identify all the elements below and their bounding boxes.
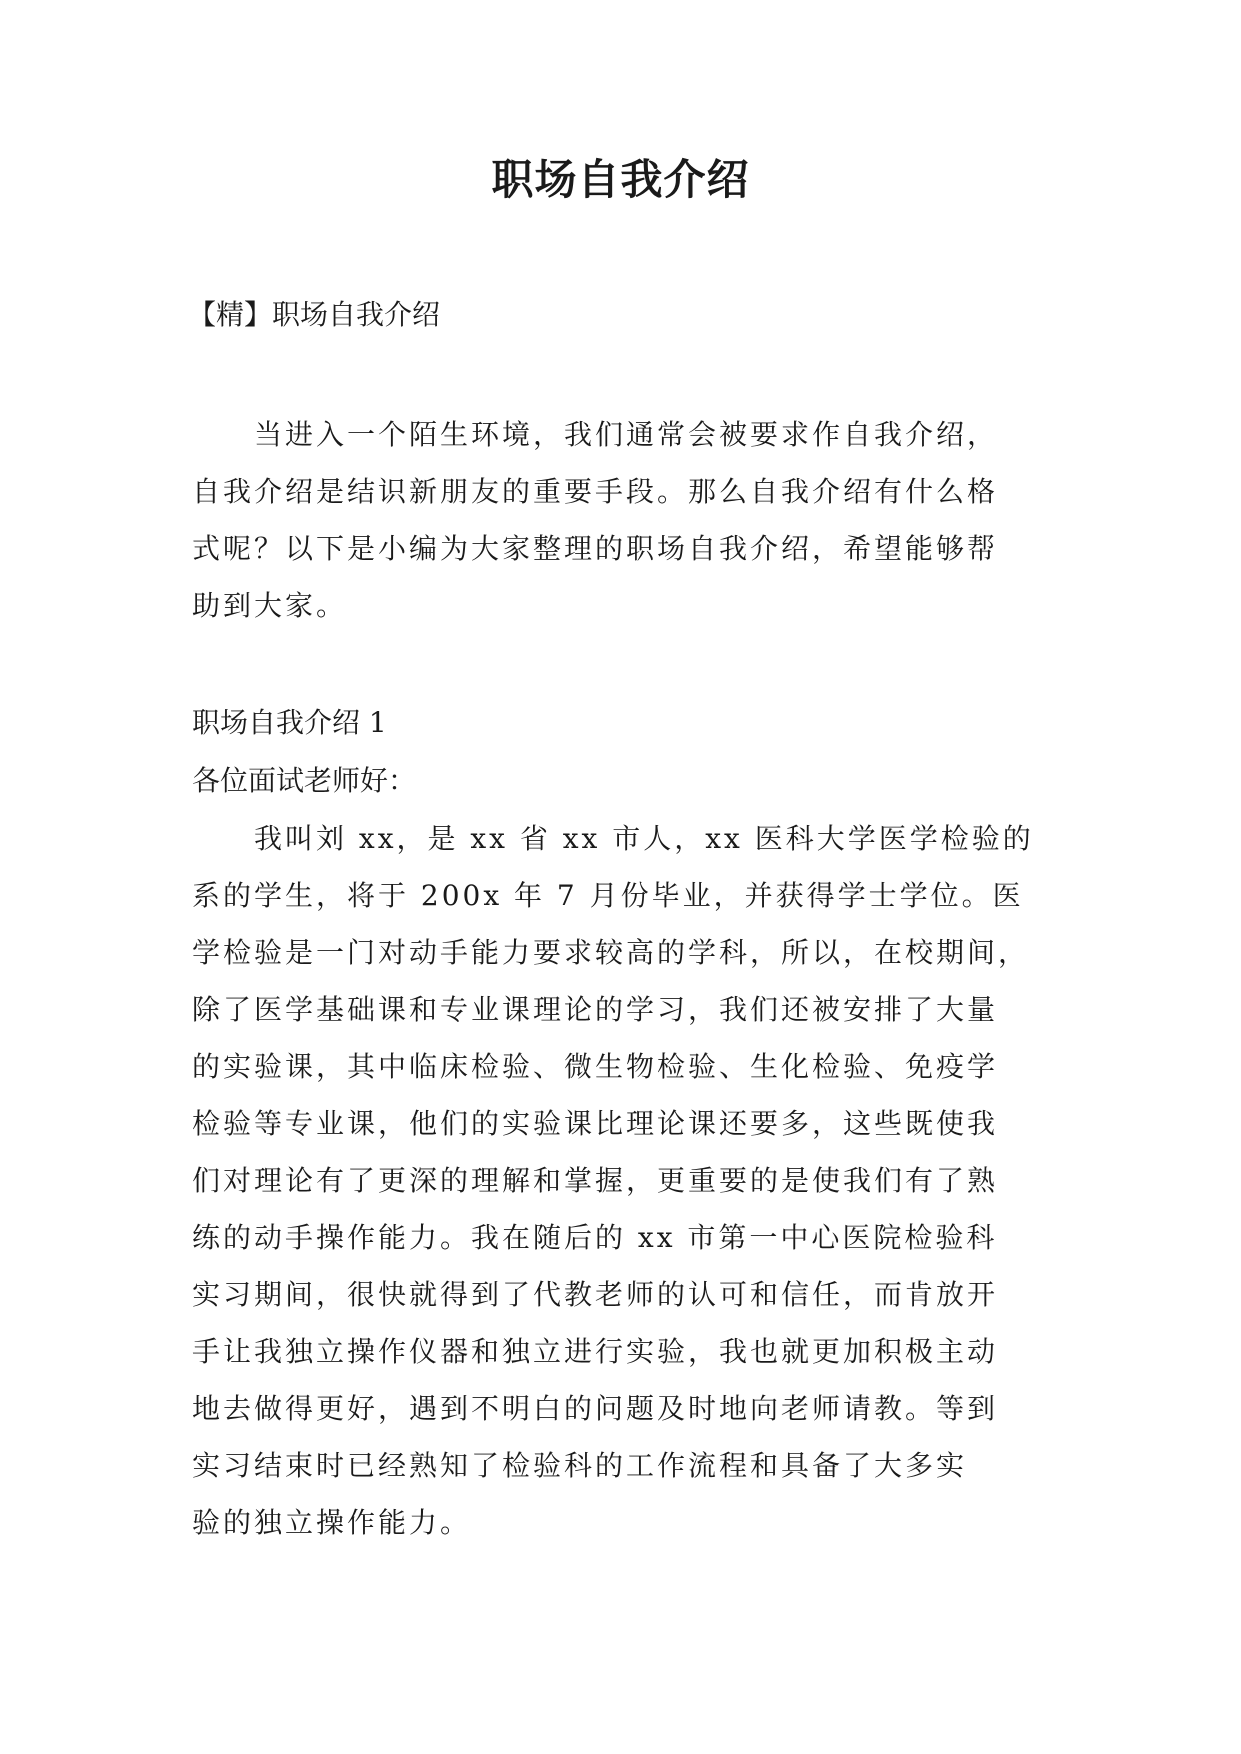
intro-line: 式呢？以下是小编为大家整理的职场自我介绍，希望能够帮 [192, 532, 999, 565]
body-line: 除了医学基础课和专业课理论的学习，我们还被安排了大量 [192, 993, 999, 1026]
greeting-line: 各位面试老师好： [192, 764, 417, 797]
body-line: 练的动手操作能力。我在随后的 xx 市第一中心医院检验科 [192, 1221, 998, 1254]
body-line: 我叫刘 xx，是 xx 省 xx 市人，xx 医科大学医学检验的 [192, 822, 1034, 855]
body-line: 验的独立操作能力。 [192, 1506, 472, 1539]
document-subtitle: 【精】职场自我介绍 [188, 298, 441, 331]
intro-line: 当进入一个陌生环境，我们通常会被要求作自我介绍， [192, 418, 999, 451]
intro-paragraph [192, 406, 998, 634]
body-line: 学检验是一门对动手能力要求较高的学科，所以，在校期间， [192, 936, 1030, 969]
body-line: 地去做得更好，遇到不明白的问题及时地向老师请教。等到 [192, 1392, 999, 1425]
body-paragraph [192, 810, 1034, 1551]
body-line: 的实验课，其中临床检验、微生物检验、生化检验、免疫学 [192, 1050, 999, 1083]
body-line: 检验等专业课，他们的实验课比理论课还要多，这些既使我 [192, 1107, 999, 1140]
body-line: 们对理论有了更深的理解和掌握，更重要的是使我们有了熟 [192, 1164, 999, 1197]
document-title: 职场自我介绍 [491, 155, 750, 204]
body-line: 手让我独立操作仪器和独立进行实验，我也就更加积极主动 [192, 1335, 999, 1368]
intro-line: 自我介绍是结识新朋友的重要手段。那么自我介绍有什么格 [192, 475, 999, 508]
body-line: 系的学生，将于 200x 年 7 月份毕业，并获得学士学位。医 [192, 879, 1024, 912]
body-line: 实习结束时已经熟知了检验科的工作流程和具备了大多实 [192, 1449, 968, 1482]
body-line: 实习期间，很快就得到了代教老师的认可和信任，而肯放开 [192, 1278, 999, 1311]
intro-line: 助到大家。 [192, 589, 348, 622]
section-heading: 职场自我介绍 1 [192, 706, 387, 739]
